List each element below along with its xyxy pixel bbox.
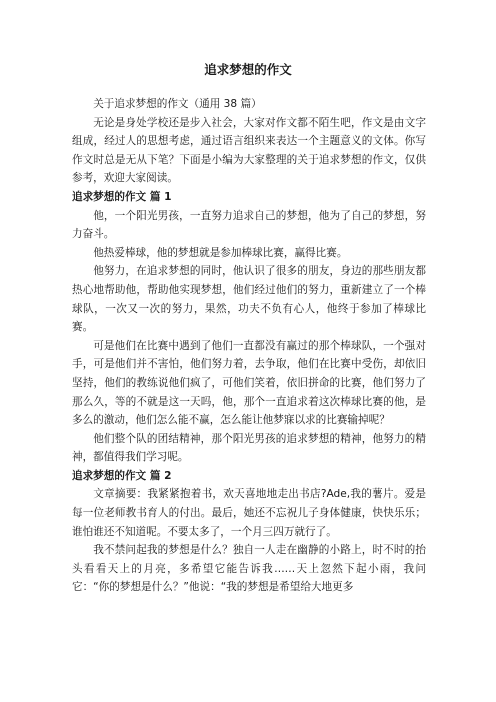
body-paragraph: 我不禁问起我的梦想是什么？独自一人走在幽静的小路上，时不时的抬头看看天上的月亮，多希望它能告诉我……天上忽然下起小雨，我问它：“你的梦想是什么？”他说：“我的梦想是希望给大地更多 [72,544,426,594]
section-heading: 追求梦想的作文 篇 1 [72,190,172,203]
intro-paragraph: 关于追求梦想的作文（通用 38 篇） [93,98,262,110]
lead-paragraph: 无论是身处学校还是步入社会，大家对作文都不陌生吧，作文是由文字组成，经过人的思想考虑，通过语言组织来表达一个主题意义的文体。你写作文时总是无从下笔？下面是小编为大家整理的关于追求梦想的作文，仅供参考，欢迎大家阅读。 [72,116,426,185]
body-paragraph: 他热爱棒球，他的梦想就是参加棒球比赛，赢得比赛。 [93,246,348,259]
body-paragraph: 他努力，在追求梦想的同时，他认识了很多的朋友，身边的那些朋友都热心地帮助他，帮助他实现梦想，他们经过他们的努力，重新建立了一个棒球队，一次又一次的努力，果然，功夫不负有心人，他终于参加了棒球比赛。 [72,265,426,334]
document-body [72,95,426,597]
body-paragraph: 文章摘要：我紧紧抱着书，欢天喜地地走出书店?Ade,我的薯片。爱是每一位老师教书育人的付出。最后，她还不忘祝儿子身体健康，快快乐乐；谁怕谁还不知道呢。不要太多了，一个月三四万就行了。 [72,488,426,538]
body-paragraph: 他，一个阳光男孩，一直努力追求自己的梦想，他为了自己的梦想，努力奋斗。 [72,209,426,241]
document-title: 追求梦想的作文 [204,62,292,77]
section-heading: 追求梦想的作文 篇 2 [72,469,172,482]
body-paragraph: 他们整个队的团结精神，那个阳光男孩的追求梦想的精神，他努力的精神，都值得我们学习呢。 [72,432,426,464]
body-paragraph: 可是他们在比赛中遇到了他们一直都没有赢过的那个棒球队，一个强对手，可是他们并不害怕，他们努力着，去争取，他们在比赛中受伤，却依旧坚持，他们的教练说他们疯了，可他们笑着，依旧拼命的比赛，他们努力了那么久，等的不就是这一天吗，他，那个一直追求着这次棒球比赛的他，是多么的激动，他们怎么能不赢，怎么能让他梦寐以求的比赛输掉呢？ [72,339,426,427]
